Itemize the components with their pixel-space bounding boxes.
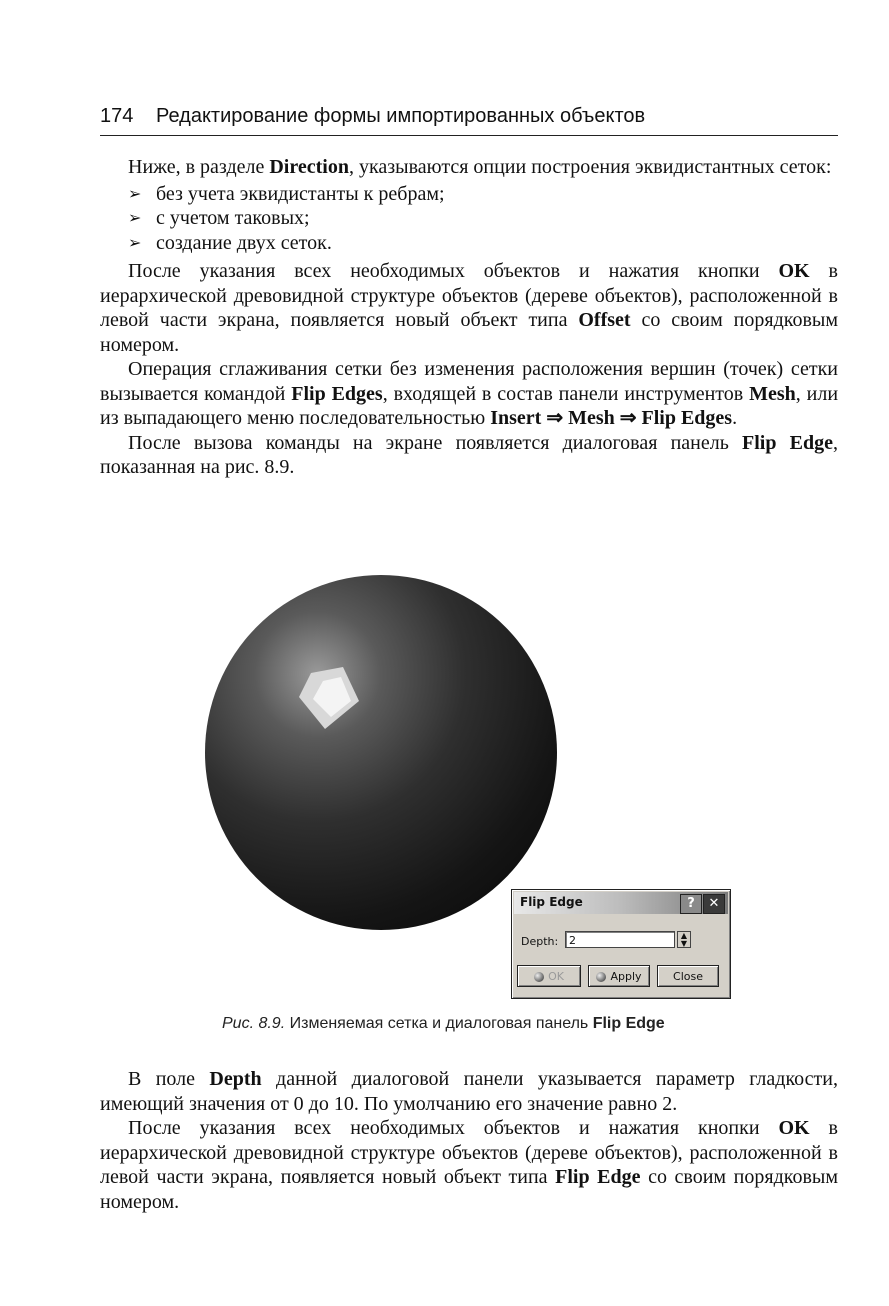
spinner-up-icon[interactable]: ▲ — [680, 931, 688, 940]
bullet-list — [100, 182, 838, 256]
help-icon[interactable]: ? — [680, 894, 702, 914]
caption-label: Рис. 8.9. — [222, 1015, 286, 1032]
mesh-sphere — [205, 575, 557, 930]
paragraph-direction: Ниже, в разделе Direction, указываются опции построения эквидистантных сеток: — [128, 156, 832, 178]
dialog-title-bar[interactable] — [514, 892, 728, 914]
ok-ball-icon — [534, 972, 544, 982]
close-icon[interactable]: ✕ — [703, 894, 725, 914]
paragraph-flip-edges: Операция сглаживания сетки без изменения расположения вершин (точек) сетки вызывается командой Flip Edges, входящей в состав панели инструментов Mesh, или из выпадающего меню последовательностью Insert ⇒ Mesh ⇒ Flip Edges. — [100, 358, 839, 429]
figure-caption: Рис. 8.9. Изменяемая сетка и диалоговая панель Flip Edge — [222, 1015, 665, 1032]
running-title: Редактирование формы импортированных объектов — [156, 105, 646, 127]
list-item: ➢ с учетом таковых; — [128, 207, 310, 229]
paragraph-flip-edge-object: После указания всех необходимых объектов и нажатия кнопки OK в иерархической древовидной структуре объектов (дереве объектов), расположенной в левой части экрана, появляется новый объект типа Flip Edge со своим порядковым номером. — [100, 1117, 838, 1213]
body-text-upper — [100, 155, 838, 480]
page-number: 174 — [100, 105, 134, 127]
depth-spinner[interactable] — [677, 931, 691, 948]
bullet-arrow-icon: ➢ — [128, 183, 142, 203]
close-button[interactable]: Close — [657, 965, 719, 987]
spinner-down-icon[interactable]: ▼ — [680, 939, 688, 948]
depth-input[interactable]: 2 — [565, 931, 675, 948]
bullet-arrow-icon: ➢ — [128, 208, 142, 227]
apply-ball-icon — [596, 972, 606, 982]
running-head — [100, 103, 838, 136]
paragraph-depth: В поле Depth данной диалоговой панели указывается параметр гладкости, имеющий значения от 0 до 10. По умолчанию его значение равно 2. — [100, 1068, 838, 1115]
figure-8-9 — [195, 575, 740, 1005]
flip-edge-dialog — [511, 889, 731, 999]
list-item: ➢ создание двух сеток. — [128, 231, 332, 254]
bullet-arrow-icon: ➢ — [128, 232, 142, 252]
apply-button[interactable]: Apply — [588, 965, 650, 987]
dialog-title: Flip Edge — [520, 895, 583, 909]
paragraph-dialog-intro: После вызова команды на экране появляется диалоговая панель Flip Edge, показанная на рис. 8.9. — [100, 431, 838, 478]
list-item: ➢ без учета эквидистанты к ребрам; — [128, 182, 445, 205]
paragraph-offset: После указания всех необходимых объектов и нажатия кнопки OK в иерархической древовидной структуре объектов (дереве объектов), расположенной в левой части экрана, появляется новый объект типа Offset со своим порядковым номером. — [100, 260, 838, 356]
depth-label: Depth: — [521, 935, 559, 948]
body-text-lower — [100, 1067, 838, 1214]
ok-button[interactable]: OK — [517, 965, 581, 987]
